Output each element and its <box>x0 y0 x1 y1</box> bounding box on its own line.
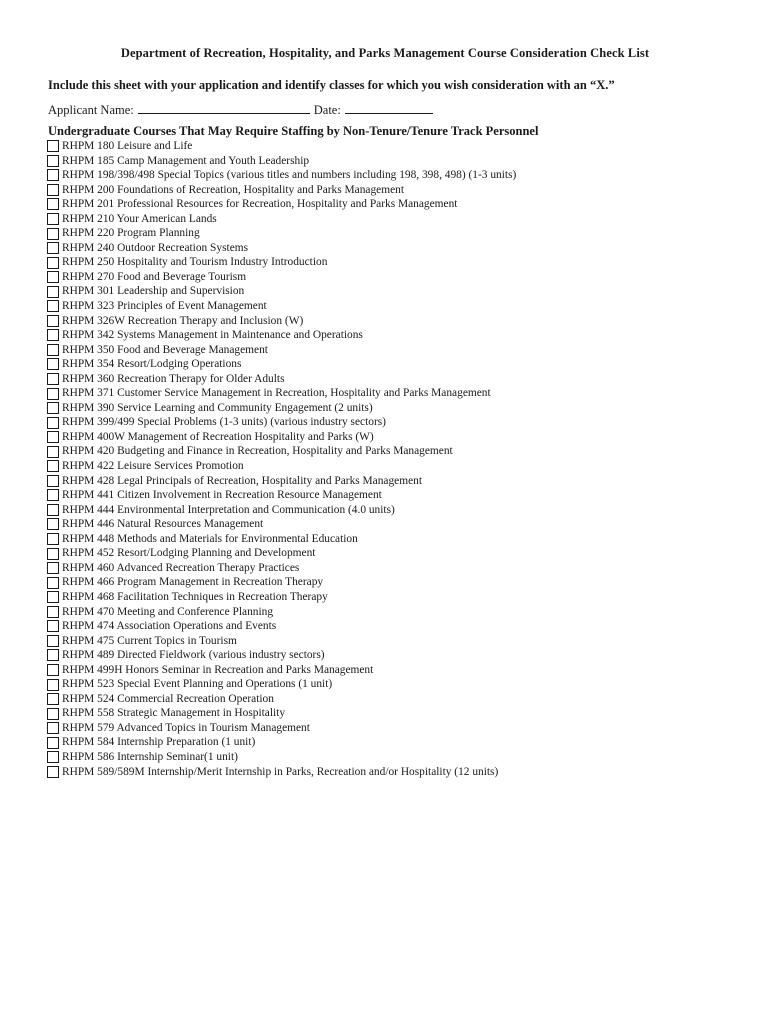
course-checkbox[interactable] <box>47 649 59 661</box>
applicant-name-label: Applicant Name: <box>48 103 134 117</box>
list-item <box>47 226 516 241</box>
list-item <box>47 532 516 547</box>
list-item <box>47 154 516 169</box>
course-checkbox[interactable] <box>47 184 59 196</box>
list-item <box>47 503 516 518</box>
course-label: RHPM 390 Service Learning and Community Engagement (2 units) <box>62 401 373 414</box>
course-label: RHPM 584 Internship Preparation (1 unit) <box>62 736 256 749</box>
course-checkbox[interactable] <box>47 664 59 676</box>
course-label: RHPM 342 Systems Management in Maintenance and Operations <box>62 329 363 342</box>
course-checkbox[interactable] <box>47 475 59 487</box>
section-heading: Undergraduate Courses That May Require Staffing by Non-Tenure/Tenure Track Personnel <box>48 124 539 138</box>
course-checkbox[interactable] <box>47 679 59 691</box>
course-checkbox[interactable] <box>47 620 59 632</box>
course-checkbox[interactable] <box>47 388 59 400</box>
course-list <box>47 139 516 779</box>
course-checkbox[interactable] <box>47 751 59 763</box>
course-checkbox[interactable] <box>47 155 59 167</box>
list-item <box>47 706 516 721</box>
course-label: RHPM 558 Strategic Management in Hospitality <box>62 707 286 720</box>
list-item <box>47 328 516 343</box>
course-label: RHPM 523 Special Event Planning and Operations (1 unit) <box>62 678 333 691</box>
course-label: RHPM 323 Principles of Event Management <box>62 300 267 313</box>
course-label: RHPM 524 Commercial Recreation Operation <box>62 692 274 705</box>
course-label: RHPM 350 Food and Beverage Management <box>62 343 268 356</box>
course-label: RHPM 360 Recreation Therapy for Older Adults <box>62 372 285 385</box>
course-checkbox[interactable] <box>47 213 59 225</box>
course-label: RHPM 240 Outdoor Recreation Systems <box>62 241 249 254</box>
course-label: RHPM 499H Honors Seminar in Recreation and Parks Management <box>62 663 374 676</box>
course-label: RHPM 460 Advanced Recreation Therapy Practices <box>62 561 300 574</box>
list-item <box>47 474 516 489</box>
course-label: RHPM 399/499 Special Problems (1-3 units) (various industry sectors) <box>62 416 386 429</box>
course-label: RHPM 452 Resort/Lodging Planning and Development <box>62 547 316 560</box>
course-checkbox[interactable] <box>47 693 59 705</box>
list-item <box>47 735 516 750</box>
list-item <box>47 677 516 692</box>
course-checkbox[interactable] <box>47 140 59 152</box>
course-label: RHPM 579 Advanced Topics in Tourism Management <box>62 721 310 734</box>
course-checkbox[interactable] <box>47 402 59 414</box>
course-checkbox[interactable] <box>47 417 59 429</box>
course-checkbox[interactable] <box>47 489 59 501</box>
list-item <box>47 517 516 532</box>
list-item <box>47 692 516 707</box>
course-checkbox[interactable] <box>47 300 59 312</box>
course-checkbox[interactable] <box>47 722 59 734</box>
list-item <box>47 139 516 154</box>
list-item <box>47 212 516 227</box>
document-title: Department of Recreation, Hospitality, and Parks Management Course Consideration Check List <box>120 46 650 60</box>
course-label: RHPM 448 Methods and Materials for Environmental Education <box>62 532 358 545</box>
list-item <box>47 721 516 736</box>
course-label: RHPM 589/589M Internship/Merit Internship in Parks, Recreation and/or Hospitality (12 units) <box>62 765 499 778</box>
course-label: RHPM 354 Resort/Lodging Operations <box>62 358 242 371</box>
list-item <box>47 561 516 576</box>
applicant-line <box>48 101 433 118</box>
list-item <box>47 241 516 256</box>
course-label: RHPM 180 Leisure and Life <box>62 140 193 152</box>
list-item <box>47 444 516 459</box>
course-label: RHPM 444 Environmental Interpretation and Communication (4.0 units) <box>62 503 395 516</box>
list-item <box>47 284 516 299</box>
list-item <box>47 575 516 590</box>
list-item <box>47 372 516 387</box>
list-item <box>47 648 516 663</box>
list-item <box>47 765 516 780</box>
course-label: RHPM 466 Program Management in Recreation Therapy <box>62 576 324 589</box>
instruction-text: Include this sheet with your application and identify classes for which you wish consideration with an “X.” <box>48 78 615 92</box>
course-checkbox[interactable] <box>47 344 59 356</box>
course-checkbox[interactable] <box>47 460 59 472</box>
course-checkbox[interactable] <box>47 548 59 560</box>
date-field[interactable] <box>345 101 433 114</box>
course-label: RHPM 428 Legal Principals of Recreation, Hospitality and Parks Management <box>62 474 423 487</box>
course-label: RHPM 489 Directed Fieldwork (various industry sectors) <box>62 649 325 662</box>
course-label: RHPM 422 Leisure Services Promotion <box>62 460 244 473</box>
course-checkbox[interactable] <box>47 708 59 720</box>
course-label: RHPM 301 Leadership and Supervision <box>62 285 245 298</box>
course-checkbox[interactable] <box>47 271 59 283</box>
course-label: RHPM 371 Customer Service Management in Recreation, Hospitality and Parks Management <box>62 387 491 400</box>
course-checkbox[interactable] <box>47 373 59 385</box>
list-item <box>47 270 516 285</box>
course-checkbox[interactable] <box>47 257 59 269</box>
list-item <box>47 634 516 649</box>
course-checkbox[interactable] <box>47 286 59 298</box>
course-checkbox[interactable] <box>47 737 59 749</box>
course-label: RHPM 420 Budgeting and Finance in Recreation, Hospitality and Parks Management <box>62 445 453 458</box>
course-checkbox[interactable] <box>47 169 59 181</box>
list-item <box>47 197 516 212</box>
list-item <box>47 299 516 314</box>
course-checkbox[interactable] <box>47 635 59 647</box>
course-checkbox[interactable] <box>47 242 59 254</box>
course-checkbox[interactable] <box>47 562 59 574</box>
course-checkbox[interactable] <box>47 431 59 443</box>
course-label: RHPM 441 Citizen Involvement in Recreation Resource Management <box>62 489 382 502</box>
course-label: RHPM 446 Natural Resources Management <box>62 518 264 531</box>
course-checkbox[interactable] <box>47 198 59 210</box>
list-item <box>47 619 516 634</box>
list-item <box>47 430 516 445</box>
course-label: RHPM 270 Food and Beverage Tourism <box>62 270 247 283</box>
course-label: RHPM 201 Professional Resources for Recreation, Hospitality and Parks Management <box>62 198 458 211</box>
course-label: RHPM 198/398/498 Special Topics (various titles and numbers including 198, 398, 498) (1-3 units) <box>62 169 517 182</box>
date-label: Date: <box>313 103 341 117</box>
course-label: RHPM 586 Internship Seminar(1 unit) <box>62 750 238 763</box>
list-item <box>47 750 516 765</box>
course-checkbox[interactable] <box>47 518 59 530</box>
course-checkbox[interactable] <box>47 446 59 458</box>
course-label: RHPM 185 Camp Management and Youth Leadership <box>62 154 310 167</box>
course-checkbox[interactable] <box>47 329 59 341</box>
list-item <box>47 415 516 430</box>
list-item <box>47 663 516 678</box>
course-label: RHPM 475 Current Topics in Tourism <box>62 634 237 647</box>
course-label: RHPM 200 Foundations of Recreation, Hospitality and Parks Management <box>62 183 404 196</box>
course-checkbox[interactable] <box>47 591 59 603</box>
course-label: RHPM 220 Program Planning <box>62 227 200 240</box>
list-item <box>47 546 516 561</box>
course-checkbox[interactable] <box>47 228 59 240</box>
applicant-name-field[interactable] <box>138 101 310 114</box>
list-item <box>47 488 516 503</box>
course-label: RHPM 468 Facilitation Techniques in Recreation Therapy <box>62 590 328 603</box>
list-item <box>47 386 516 401</box>
list-item <box>47 314 516 329</box>
course-label: RHPM 474 Association Operations and Events <box>62 620 277 633</box>
list-item <box>47 343 516 358</box>
course-checkbox[interactable] <box>47 315 59 327</box>
course-checkbox[interactable] <box>47 577 59 589</box>
course-label: RHPM 326W Recreation Therapy and Inclusion (W) <box>62 314 304 327</box>
list-item <box>47 590 516 605</box>
course-label: RHPM 400W Management of Recreation Hospitality and Parks (W) <box>62 430 374 443</box>
list-item <box>47 183 516 198</box>
course-label: RHPM 250 Hospitality and Tourism Industry Introduction <box>62 256 328 269</box>
course-checkbox[interactable] <box>47 606 59 618</box>
list-item <box>47 401 516 416</box>
course-label: RHPM 470 Meeting and Conference Planning <box>62 605 274 618</box>
course-checkbox[interactable] <box>47 504 59 516</box>
list-item <box>47 168 516 183</box>
list-item <box>47 459 516 474</box>
list-item <box>47 605 516 620</box>
course-checkbox[interactable] <box>47 766 59 778</box>
list-item <box>47 357 516 372</box>
course-checkbox[interactable] <box>47 358 59 370</box>
list-item <box>47 255 516 270</box>
course-checkbox[interactable] <box>47 533 59 545</box>
course-label: RHPM 210 Your American Lands <box>62 212 217 225</box>
